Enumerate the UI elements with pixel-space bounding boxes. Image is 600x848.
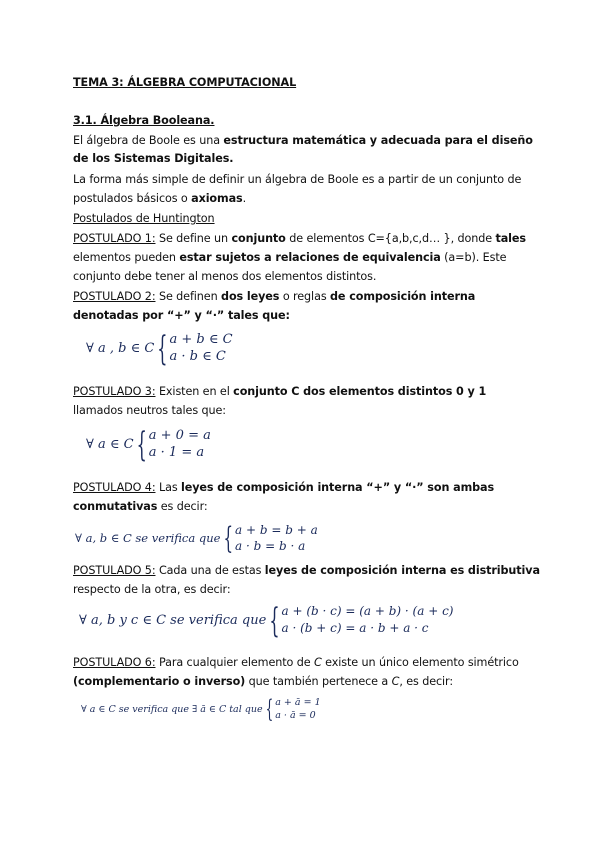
- document-title: TEMA 3: ÁLGEBRA COMPUTACIONAL: [73, 76, 297, 89]
- postulado-4-label: POSTULADO 4:: [73, 481, 156, 494]
- p4-bold-conmutativas: conmutativas: [73, 500, 158, 513]
- postulado-2-line-2: [73, 308, 573, 324]
- p3-formula-lead: ∀ a ∈ C: [86, 436, 134, 452]
- p3-text-a: Existen en el: [155, 385, 234, 398]
- p3-eq-1: a + 0 = a: [148, 428, 211, 443]
- postulado-5-label: POSTULADO 5:: [73, 564, 156, 577]
- intro-bold-2: de los Sistemas Digitales.: [73, 152, 234, 165]
- p4-text-a: Las: [155, 481, 182, 494]
- intro-line-1: [73, 133, 573, 149]
- p2-bold-composicion: de composición interna: [330, 290, 476, 303]
- postulado-5-line-1: [73, 563, 573, 579]
- p6-formula-cases: [275, 696, 320, 722]
- p6-text-a: Para cualquier elemento de: [155, 656, 314, 669]
- p6-text-2b: que también pertenece a: [245, 675, 392, 688]
- p3-bold-elementos: conjunto C dos elementos distintos 0 y 1: [233, 385, 487, 398]
- postulado-6-formula: [81, 694, 321, 724]
- p5-text-a: Cada una de estas: [155, 564, 265, 577]
- p1-bold-tales: tales: [495, 232, 526, 245]
- p6-italic-c: C: [313, 656, 322, 669]
- p2-text-a: Se definen: [155, 290, 222, 303]
- postulado-2-label: POSTULADO 2:: [73, 290, 156, 303]
- p3-formula-cases: [149, 427, 211, 461]
- p2-bold-denotadas: denotadas por “+” y “·” tales que:: [73, 309, 290, 322]
- postulado-3-line-2: llamados neutros tales que:: [73, 404, 226, 417]
- postulado-3-formula: [86, 426, 211, 462]
- p4-text-2b: es decir:: [157, 500, 208, 513]
- p1-bold-conjunto: conjunto: [231, 232, 286, 245]
- intro-period: .: [242, 192, 247, 205]
- intro-text: El álgebra de Boole es una: [73, 134, 224, 147]
- p5-formula-lead: ∀ a, b y c ∈ C se verifica que: [79, 612, 267, 628]
- left-brace: {: [136, 424, 147, 464]
- p4-formula-lead: ∀ a, b ∈ C se verifica que: [75, 531, 221, 545]
- left-brace: {: [265, 695, 274, 723]
- p4-bold-leyes: leyes de composición interna “+” y “·” son ambas: [181, 481, 495, 494]
- p2-eq-2: a · b ∈ C: [169, 349, 226, 364]
- p1-text-a: Se define un: [155, 232, 232, 245]
- postulado-4-line-1: [73, 480, 573, 496]
- left-brace: {: [269, 600, 280, 640]
- postulado-1-label: POSTULADO 1:: [73, 232, 156, 245]
- p2-formula-lead: ∀ a , b ∈ C: [86, 340, 155, 356]
- huntington-heading: Postulados de Huntington: [73, 212, 215, 225]
- p4-eq-1: a + b = b + a: [235, 523, 318, 537]
- p5-eq-2: a · (b + c) = a · b + a · c: [281, 621, 429, 635]
- p1-text-2a: elementos pueden: [73, 251, 180, 264]
- p6-formula-lead: ∀ a ∈ C se verifica que ∃ ā ∈ C tal que: [81, 703, 263, 715]
- p3-eq-2: a · 1 = a: [148, 445, 205, 460]
- postulado-6-line-2: [73, 674, 573, 690]
- postulado-1-line-3: conjunto debe tener al menos dos elementos distintos.: [73, 270, 377, 283]
- p6-eq-1: a + ā = 1: [275, 697, 321, 708]
- p6-eq-2: a · ā = 0: [275, 710, 316, 721]
- p1-text-2c: (a=b). Este: [440, 251, 507, 264]
- intro-line-3: La forma más simple de definir un álgebra de Boole es a partir de un conjunto de: [73, 173, 522, 186]
- p4-formula-cases: [235, 522, 318, 554]
- left-brace: {: [223, 520, 233, 556]
- postulado-6-label: POSTULADO 6:: [73, 656, 156, 669]
- p6-italic-c-2: C: [391, 675, 400, 688]
- postulado-5-formula: [79, 602, 453, 638]
- postulado-1-line-1: [73, 231, 573, 247]
- postulado-2-line-1: [73, 289, 573, 305]
- p6-text-c: existe un único elemento simétrico: [321, 656, 519, 669]
- postulado-2-formula: [86, 330, 233, 366]
- p1-bold-relaciones: estar sujetos a relaciones de equivalencia: [179, 251, 441, 264]
- postulado-5-line-2: respecto de la otra, es decir:: [73, 583, 231, 596]
- p5-bold-leyes: leyes de composición interna es distributiva: [264, 564, 540, 577]
- p1-text-c: de elementos C={a,b,c,d… }, donde: [285, 232, 496, 245]
- intro-bold: estructura matemática y adecuada para el diseño: [223, 134, 533, 147]
- p6-bold-complementario: (complementario o inverso): [73, 675, 246, 688]
- p2-formula-cases: [169, 331, 232, 365]
- p2-text-c: o reglas: [279, 290, 331, 303]
- intro-line-4: [73, 191, 573, 207]
- postulado-6-line-1: [73, 655, 573, 671]
- postulado-3-line-1: [73, 384, 573, 400]
- postulado-3-label: POSTULADO 3:: [73, 385, 156, 398]
- intro-text-4: postulados básicos o: [73, 192, 192, 205]
- p5-formula-cases: [282, 603, 454, 637]
- left-brace: {: [157, 328, 168, 368]
- p2-bold-leyes: dos leyes: [221, 290, 280, 303]
- postulado-1-line-2: [73, 250, 573, 266]
- p2-eq-1: a + b ∈ C: [169, 332, 233, 347]
- p4-eq-2: a · b = b · a: [235, 539, 306, 553]
- postulado-4-line-2: [73, 499, 573, 515]
- p6-text-2d: , es decir:: [399, 675, 454, 688]
- axiomas-bold: axiomas: [191, 192, 243, 205]
- section-heading: 3.1. Álgebra Booleana.: [73, 114, 215, 127]
- intro-line-2: [73, 151, 573, 167]
- postulado-4-formula: [75, 521, 318, 555]
- p5-eq-1: a + (b · c) = (a + b) · (a + c): [281, 604, 454, 618]
